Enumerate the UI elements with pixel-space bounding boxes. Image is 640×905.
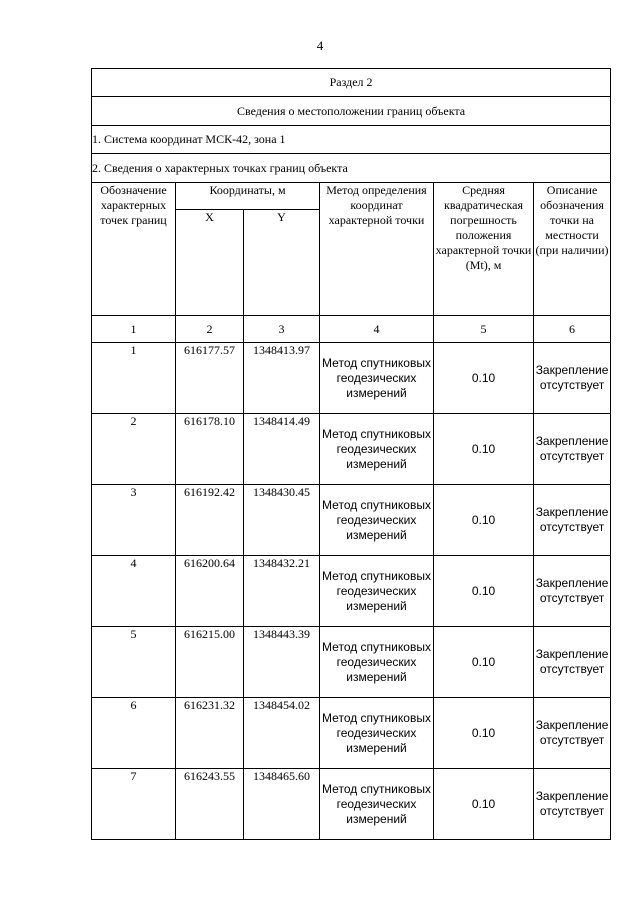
description-cell: Закрепление отсутствует [534,485,611,556]
coordinate-y: 1348443.39 [244,627,320,698]
column-number: 5 [434,316,534,343]
coordinate-x: 616231.32 [176,698,244,769]
point-number: 5 [92,627,176,698]
table-row [92,414,611,485]
table-row [92,627,611,698]
method-cell: Метод спутниковых геодезических измерений [320,343,434,414]
coordinate-x: 616215.00 [176,627,244,698]
method-cell: Метод спутниковых геодезических измерений [320,556,434,627]
method-cell: Метод спутниковых геодезических измерений [320,698,434,769]
method-cell: Метод спутниковых геодезических измерений [320,414,434,485]
accuracy-cell: 0.10 [434,556,534,627]
method-cell: Метод спутниковых геодезических измерений [320,627,434,698]
column-number: 6 [534,316,611,343]
accuracy-cell: 0.10 [434,627,534,698]
point-number: 4 [92,556,176,627]
column-number: 3 [244,316,320,343]
column-number: 2 [176,316,244,343]
accuracy-cell: 0.10 [434,343,534,414]
boundary-points-line: 2. Сведения о характерных точках границ объекта [92,154,611,183]
header-description: Описание обозначения точки на местности (при наличии) [534,183,611,316]
section-title: Раздел 2 [92,69,611,97]
description-cell: Закрепление отсутствует [534,769,611,840]
header-accuracy: Средняя квадратическая погрешность положения характерной точки (Mt), м [434,183,534,316]
table-row [92,485,611,556]
table-row [92,698,611,769]
boundary-points-table [91,68,611,840]
coordinate-x: 616177.57 [176,343,244,414]
coordinate-x: 616192.42 [176,485,244,556]
header-coordinates: Координаты, м [176,183,320,210]
point-number: 1 [92,343,176,414]
accuracy-cell: 0.10 [434,698,534,769]
column-number: 1 [92,316,176,343]
coordinate-y: 1348430.45 [244,485,320,556]
accuracy-cell: 0.10 [434,485,534,556]
point-number: 7 [92,769,176,840]
accuracy-cell: 0.10 [434,769,534,840]
column-number: 4 [320,316,434,343]
description-cell: Закрепление отсутствует [534,414,611,485]
description-cell: Закрепление отсутствует [534,698,611,769]
description-cell: Закрепление отсутствует [534,556,611,627]
section-subtitle: Сведения о местоположении границ объекта [92,97,611,126]
coordinate-y: 1348465.60 [244,769,320,840]
accuracy-cell: 0.10 [434,414,534,485]
point-number: 2 [92,414,176,485]
description-cell: Закрепление отсутствует [534,627,611,698]
page-number: 4 [316,38,324,53]
coordinate-x: 616178.10 [176,414,244,485]
header-y: Y [244,210,320,316]
table-row [92,343,611,414]
coordinate-y: 1348454.02 [244,698,320,769]
coordinate-y: 1348414.49 [244,414,320,485]
coordinate-y: 1348432.21 [244,556,320,627]
table-row [92,556,611,627]
point-number: 6 [92,698,176,769]
header-point-designation: Обозначение характерных точек границ [92,183,176,316]
table-row [92,769,611,840]
coordinate-x: 616200.64 [176,556,244,627]
method-cell: Метод спутниковых геодезических измерений [320,485,434,556]
coordinate-system-line: 1. Система координат МСК-42, зона 1 [92,126,611,154]
point-number: 3 [92,485,176,556]
header-method: Метод определения координат характерной точки [320,183,434,316]
method-cell: Метод спутниковых геодезических измерений [320,769,434,840]
description-cell: Закрепление отсутствует [534,343,611,414]
coordinate-y: 1348413.97 [244,343,320,414]
coordinate-x: 616243.55 [176,769,244,840]
header-x: X [176,210,244,316]
